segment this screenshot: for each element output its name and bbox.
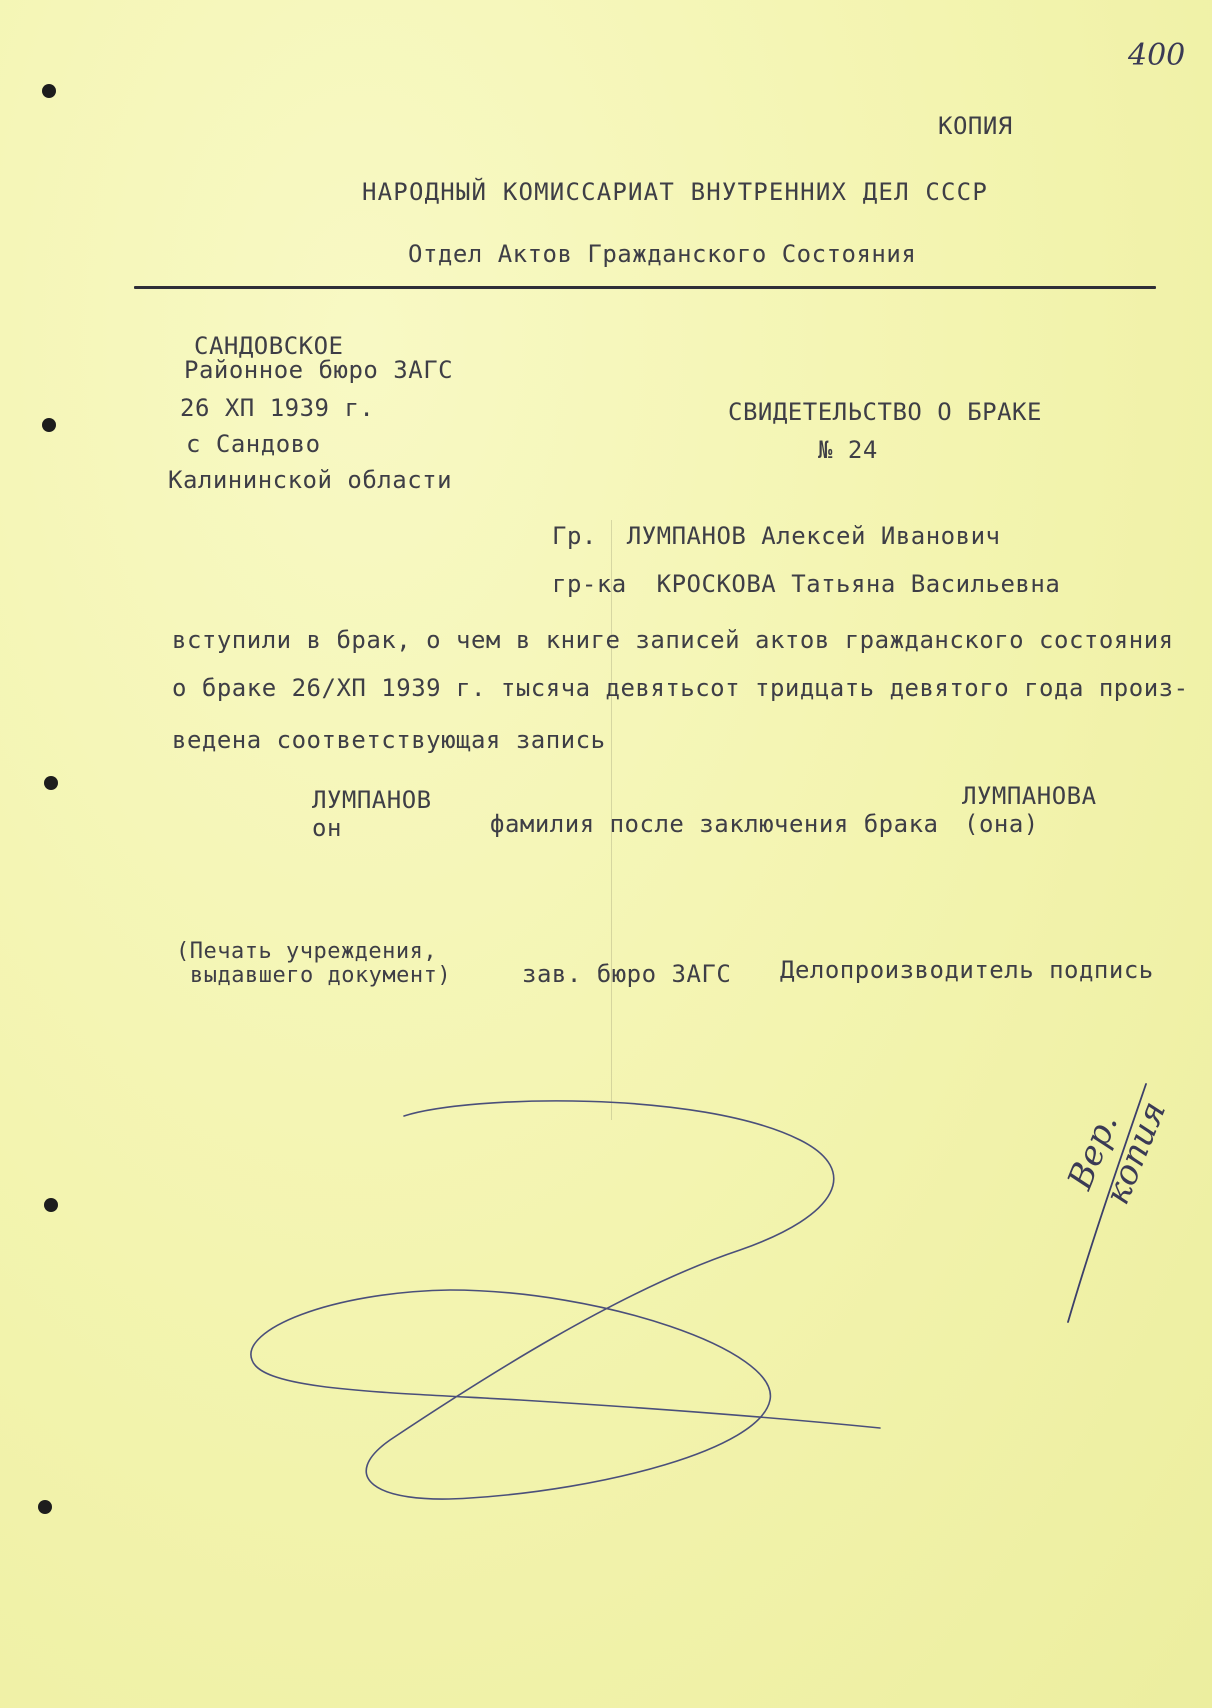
issuer-village: с Сандово: [186, 430, 321, 458]
body-line-3: ведена соответствующая запись: [172, 726, 606, 754]
seal-note-line-1: (Печать учреждения,: [176, 939, 438, 964]
body-line-2: о браке 26/ХП 1939 г. тысяча девятьсот тридцать девятого года произ-: [172, 674, 1189, 702]
body-line-1: вступили в брак, о чем в книге записей актов гражданского состояния: [172, 626, 1174, 654]
copy-label: КОПИЯ: [938, 112, 1013, 140]
her-label: (она): [964, 810, 1039, 838]
ministry-heading: НАРОДНЫЙ КОМИССАРИАТ ВНУТРЕННИХ ДЕЛ СССР: [362, 178, 988, 206]
bride-line: гр-ка КРОСКОВА Татьяна Васильевна: [552, 570, 1061, 598]
his-label: он: [312, 814, 342, 842]
clerk-label: Делопроизводитель подпись: [780, 956, 1154, 984]
seal-note-line-2: выдавшего документ): [190, 963, 452, 988]
issuer-bureau: Районное бюро ЗАГС: [184, 356, 454, 384]
his-surname: ЛУМПАНОВ: [312, 786, 432, 814]
issuer-region: Калининской области: [168, 466, 453, 494]
archive-number: 400: [1128, 38, 1186, 73]
department-heading: Отдел Актов Гражданского Состояния: [408, 240, 917, 268]
issuer-district: САНДОВСКОЕ: [194, 332, 344, 360]
her-surname: ЛУМПАНОВА: [962, 782, 1097, 810]
certified-copy-note: Вер. копия: [1060, 1095, 1175, 1210]
certificate-number: № 24: [818, 436, 878, 464]
certificate-title: СВИДЕТЕЛЬСТВО О БРАКЕ: [728, 398, 1042, 426]
bureau-head-label: зав. бюро ЗАГС: [522, 960, 732, 988]
surname-caption: фамилия после заключения брака: [490, 810, 939, 838]
groom-line: Гр. ЛУМПАНОВ Алексей Иванович: [552, 522, 1001, 550]
issuer-date: 26 ХП 1939 г.: [180, 394, 375, 422]
